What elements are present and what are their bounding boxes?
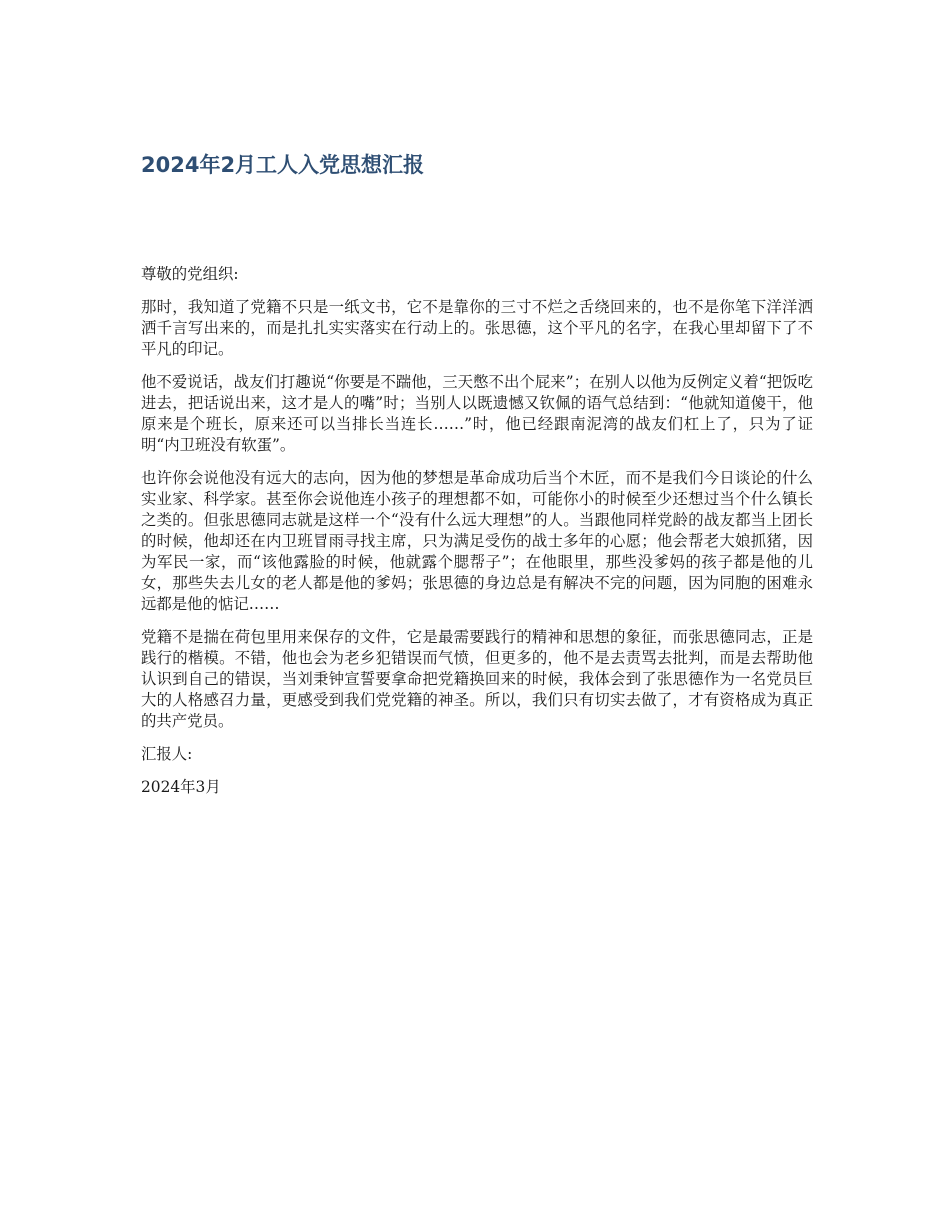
body-paragraph-4: 党籍不是揣在荷包里用来保存的文件，它是最需要践行的精神和思想的象征，而张思德同志，正是践行的楷模。不错，他也会为老乡犯错误而气愤，但更多的，他不是去责骂去批判，而是去帮助他认识到自己的错误，当刘秉钟宣誓要拿命把党籍换回来的时候，我体会到了张思德作为一名党员巨大的人格感召力量，更感受到我们党党籍的神圣。所以，我们只有切实去做了，才有资格成为真正的共产党员。 [141,628,813,730]
body-paragraph-1: 那时，我知道了党籍不只是一纸文书，它不是靠你的三寸不烂之舌绕回来的，也不是你笔下洋洋洒洒千言写出来的，而是扎扎实实落实在行动上的。张思德，这个平凡的名字，在我心里却留下了不平凡的印记。 [141,298,813,358]
document-body [141,264,813,810]
document-title: 2024年2月工人入党思想汇报 [141,153,425,177]
report-date: 2024年3月 [141,778,221,796]
salutation: 尊敬的党组织: [141,265,239,283]
signature-label: 汇报人: [141,745,193,763]
body-paragraph-2: 他不爱说话，战友们打趣说“你要是不踹他，三天憋不出个屁来”；在别人以他为反例定义着“把饭吃进去，把话说出来，这才是人的嘴”时；当别人以既遗憾又钦佩的语气总结到：“他就知道傻干，他原来是个班长，原来还可以当排长当连长……”时，他已经跟南泥湾的战友们杠上了，只为了证明“内卫班没有软蛋”。 [141,373,813,454]
body-paragraph-3: 也许你会说他没有远大的志向，因为他的梦想是革命成功后当个木匠，而不是我们今日谈论的什么实业家、科学家。甚至你会说他连小孩子的理想都不如，可能你小的时候至少还想过当个什么镇长之类的。但张思德同志就是这样一个“没有什么远大理想”的人。当跟他同样党龄的战友都当上团长的时候，他却还在内卫班冒雨寻找主席，只为满足受伤的战士多年的心愿；他会帮老大娘抓猪，因为军民一家，而“该他露脸的时候，他就露个腮帮子”；在他眼里，那些没爹妈的孩子都是他的儿女，那些失去儿女的老人都是他的爹妈；张思德的身边总是有解决不完的问题，因为同胞的困难永远都是他的惦记…… [141,469,813,613]
